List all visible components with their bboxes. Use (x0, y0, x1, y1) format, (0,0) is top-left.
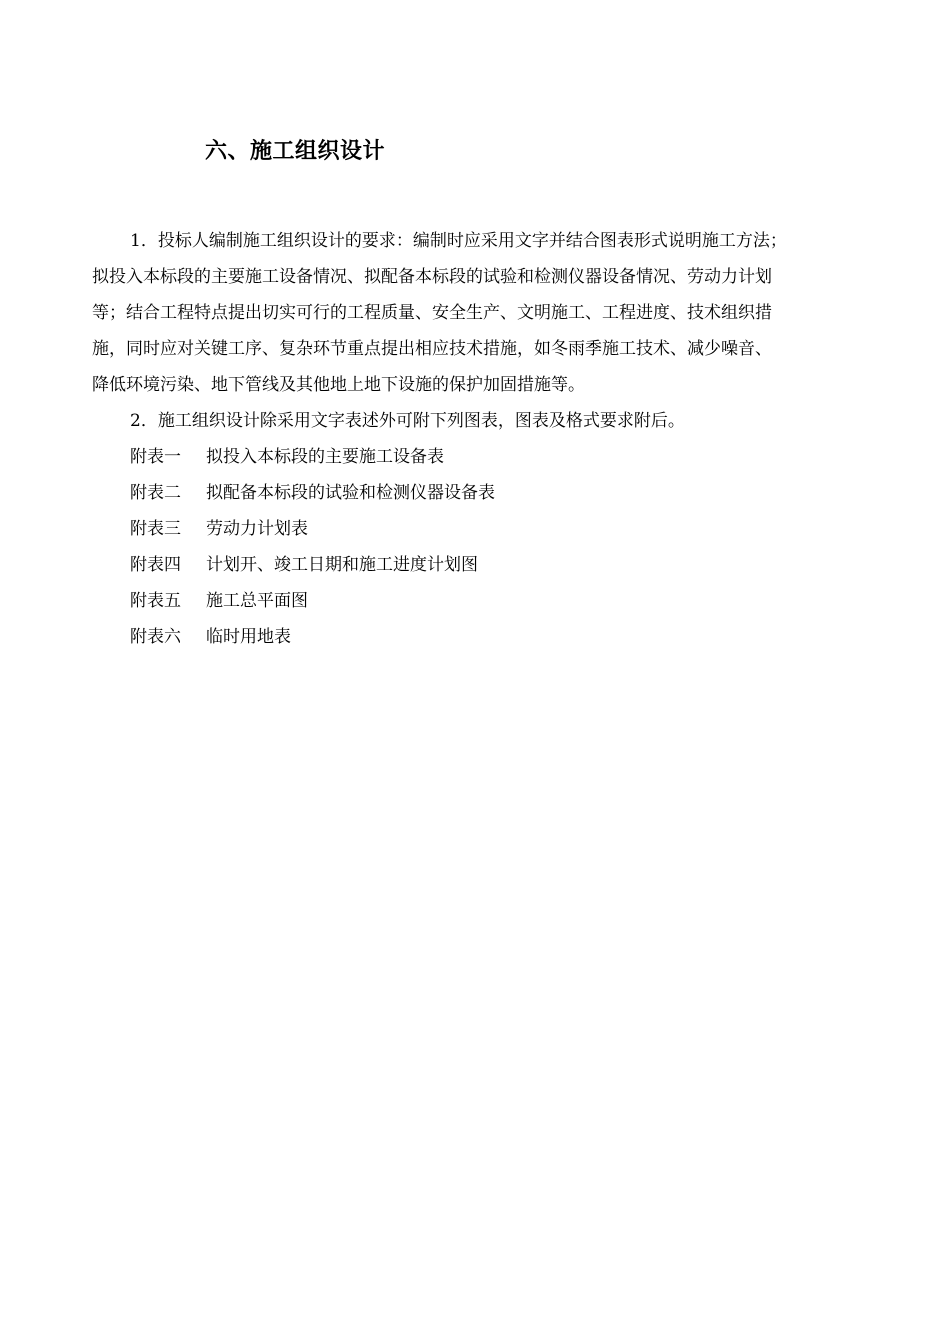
appendix-text: 拟配备本标段的试验和检测仪器设备表 (206, 483, 495, 503)
paragraph-2-line: 2．施工组织设计除采用文字表述外可附下列图表，图表及格式要求附后。 (130, 411, 685, 431)
appendix-item (130, 475, 495, 511)
appendix-item (130, 619, 495, 655)
paragraph-2 (92, 403, 882, 439)
paragraph-1 (92, 223, 882, 403)
paragraph-1-line: 1．投标人编制施工组织设计的要求：编制时应采用文字并结合图表形式说明施工方法； (130, 231, 787, 251)
appendix-text: 拟投入本标段的主要施工设备表 (206, 447, 444, 467)
appendix-item (130, 511, 495, 547)
appendix-label: 附表六 (130, 627, 181, 647)
appendix-label: 附表一 (130, 447, 181, 467)
appendix-item (130, 547, 495, 583)
appendix-text: 计划开、竣工日期和施工进度计划图 (206, 555, 478, 575)
paragraph-1-line: 拟投入本标段的主要施工设备情况、拟配备本标段的试验和检测仪器设备情况、劳动力计划 (92, 267, 772, 287)
appendix-text: 施工总平面图 (206, 591, 308, 611)
appendix-label: 附表二 (130, 483, 181, 503)
appendix-item (130, 583, 495, 619)
appendix-item (130, 439, 495, 475)
appendix-label: 附表五 (130, 591, 181, 611)
appendix-list (130, 439, 495, 655)
section-title: 六、施工组织设计 (205, 139, 386, 164)
appendix-text: 劳动力计划表 (206, 519, 308, 539)
appendix-text: 临时用地表 (206, 627, 291, 647)
appendix-label: 附表三 (130, 519, 181, 539)
paragraph-1-line: 施，同时应对关键工序、复杂环节重点提出相应技术措施，如冬雨季施工技术、减少噪音、 (92, 339, 772, 359)
appendix-label: 附表四 (130, 555, 181, 575)
paragraph-1-line: 等；结合工程特点提出切实可行的工程质量、安全生产、文明施工、工程进度、技术组织措 (92, 303, 772, 323)
paragraph-1-line: 降低环境污染、地下管线及其他地上地下设施的保护加固措施等。 (92, 375, 585, 395)
